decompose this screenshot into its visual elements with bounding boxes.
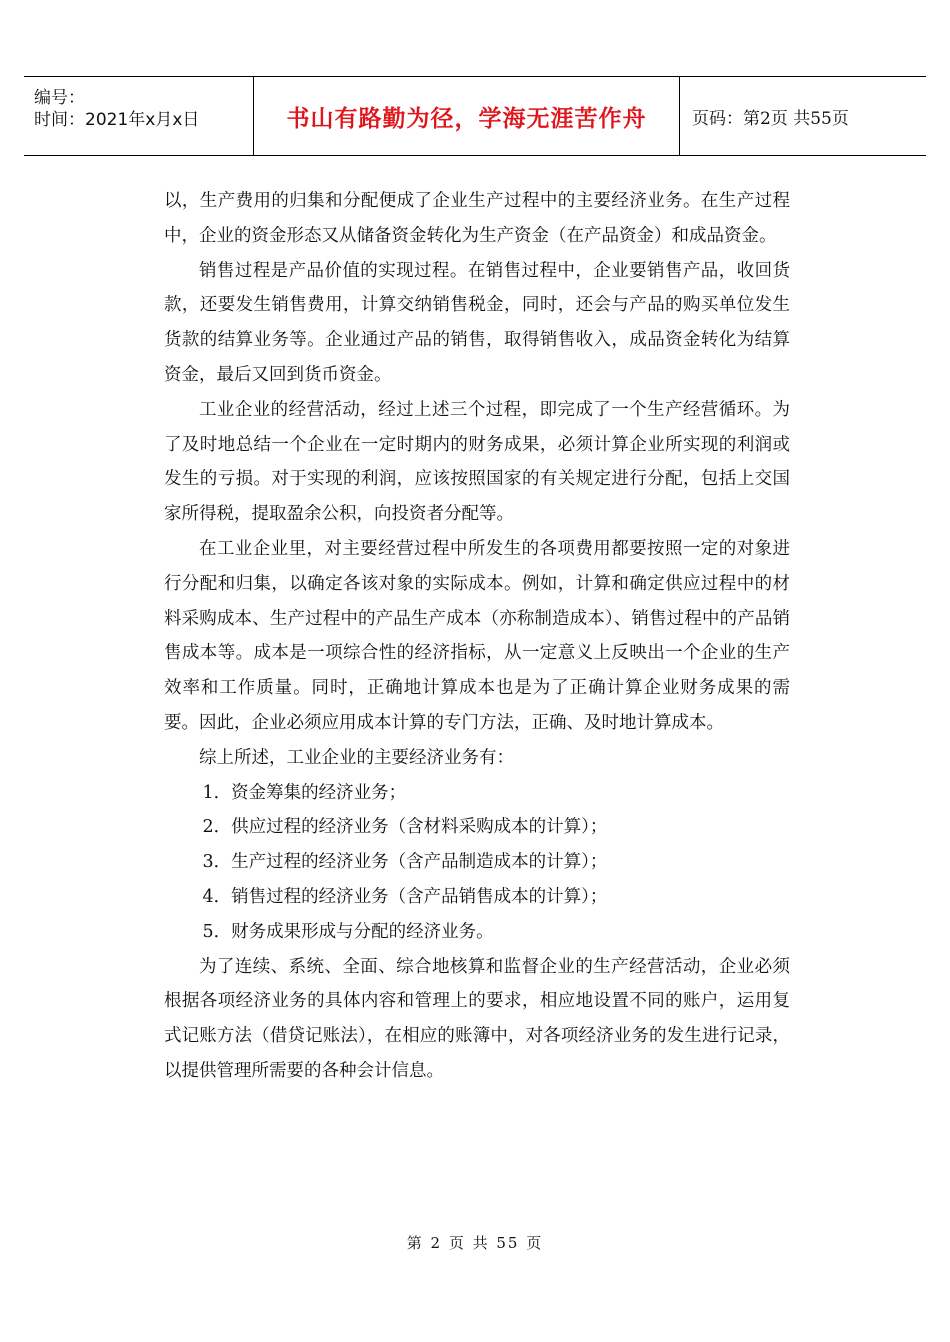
document-time-label: 时间：2021年x月x日 [34, 110, 200, 130]
header-motto: 书山有路勤为径，学海无涯苦作舟 [286, 105, 647, 132]
body-paragraph: 销售过程是产品价值的实现过程。在销售过程中，企业要销售产品，收回货款，还要发生销售费用，计算交纳销售税金，同时，还会与产品的购买单位发生货款的结算业务等。企业通过产品的销售，取得销售收入，成品资金转化为结算资金，最后又回到货币资金。 [164, 260, 790, 385]
list-item: 2．供应过程的经济业务（含材料采购成本的计算）； [202, 817, 608, 838]
body-paragraph: 为了连续、系统、全面、综合地核算和监督企业的生产经营活动，企业必须根据各项经济业务的具体内容和管理上的要求，相应地设置不同的账户，运用复式记账方法（借贷记账法），在相应的账簿中，对各项经济业务的发生进行记录，以提供管理所需要的各种会计信息。 [164, 956, 790, 1081]
body-paragraph: 以，生产费用的归集和分配便成了企业生产过程中的主要经济业务。在生产过程中，企业的资金形态又从储备资金转化为生产资金（在产品资金）和成品资金。 [164, 191, 790, 246]
list-item: 4．销售过程的经济业务（含产品销售成本的计算）； [202, 886, 608, 907]
page-header [24, 76, 926, 156]
body-paragraph: 综上所述，工业企业的主要经济业务有： [199, 747, 514, 768]
document-body [164, 184, 790, 1089]
body-paragraph: 在工业企业里，对主要经营过程中所发生的各项费用都要按照一定的对象进行分配和归集，以确定各该对象的实际成本。例如，计算和确定供应过程中的材料采购成本、生产过程中的产品生产成本（亦称制造成本）、销售过程中的产品销售成本等。成本是一项综合性的经济指标，从一定意义上反映出一个企业的生产效率和工作质量。同时，正确地计算成本也是为了正确计算企业财务成果的需要。因此，企业必须应用成本计算的专门方法，正确、及时地计算成本。 [164, 538, 790, 733]
header-page-cell [680, 77, 926, 155]
header-meta-cell [24, 77, 254, 155]
page-footer: 第 2 页 共 55 页 [406, 1234, 544, 1252]
body-paragraph: 工业企业的经营活动，经过上述三个过程，即完成了一个生产经营循环。为了及时地总结一个企业在一定时期内的财务成果，必须计算企业所实现的利润或发生的亏损。对于实现的利润，应该按照国家的有关规定进行分配，包括上交国家所得税，提取盈余公积，向投资者分配等。 [164, 399, 790, 525]
header-motto-cell [254, 77, 680, 155]
document-number-label: 编号： [34, 88, 85, 108]
list-item: 1．资金筹集的经济业务； [202, 782, 407, 803]
header-page-label: 页码：第2页 共55页 [692, 108, 849, 129]
list-item: 3．生产过程的经济业务（含产品制造成本的计算）； [202, 852, 608, 873]
list-item: 5．财务成果形成与分配的经济业务。 [202, 921, 494, 942]
